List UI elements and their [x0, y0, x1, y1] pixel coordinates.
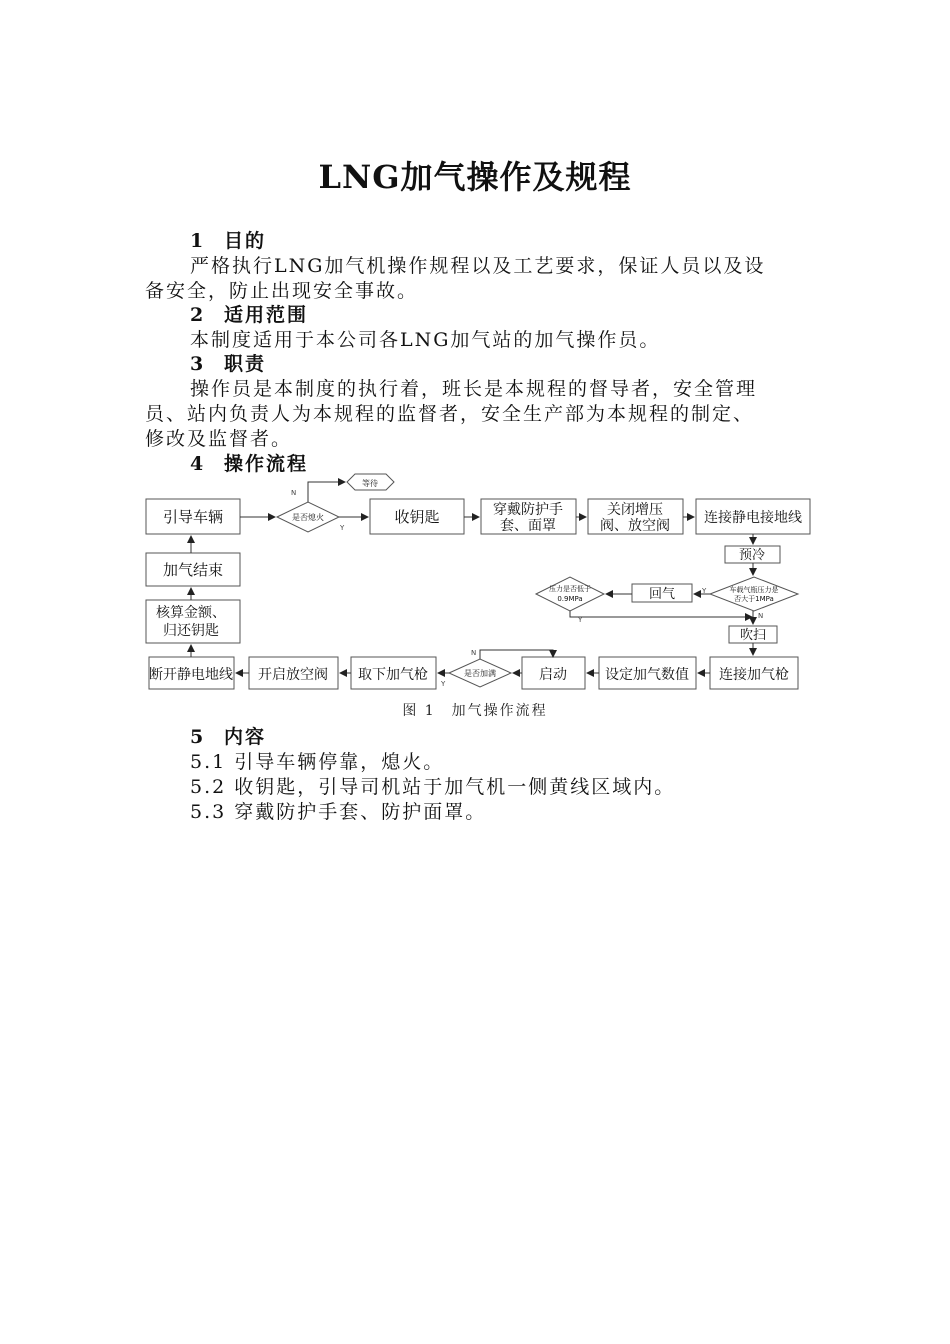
node-label: 收钥匙 [394, 508, 440, 526]
section-title: 目的 [224, 230, 267, 252]
node-label: 预冷 [738, 548, 766, 563]
node-label: 穿戴防护手 [493, 502, 563, 518]
node-label: 等待 [362, 479, 378, 488]
section-title: 操作流程 [224, 453, 309, 475]
branch-label-n: N [471, 649, 477, 657]
section-5-heading [190, 722, 266, 749]
section-title: 职责 [224, 353, 267, 375]
node-label: 连接静电接地线 [704, 510, 802, 526]
section-number: 4 [190, 453, 206, 475]
node-label: 核算金额、 [156, 605, 226, 621]
page-title: LNG加气操作及规程 [318, 158, 632, 196]
node-label: 加气结束 [162, 561, 224, 579]
branch-label-n: N [758, 612, 764, 620]
paragraph-line: 备安全，防止出现安全事故。 [145, 280, 419, 302]
branch-label-n: N [291, 489, 297, 497]
node-label: 否大于1MPa [734, 595, 774, 603]
decision-pressure-low [536, 577, 604, 611]
section-number: 3 [190, 353, 206, 375]
node-label: 断开静电地线 [149, 667, 233, 683]
paragraph-line: 5.1 引导车辆停靠，熄火。 [190, 751, 445, 773]
branch-label-y: Y [702, 587, 707, 595]
node-label: 关闭增压 [607, 502, 663, 518]
section-number: 5 [190, 726, 206, 748]
node-label: 开启放空阀 [258, 667, 328, 683]
node-label: 车载气瓶压力是 [729, 586, 779, 594]
node-label: 取下加气枪 [358, 667, 428, 683]
paragraph-line: 员、站内负责人为本规程的监督者，安全生产部为本规程的制定、 [145, 403, 755, 425]
connector [308, 482, 345, 502]
node-label: 吹扫 [739, 628, 767, 643]
node-label: 套、面罩 [500, 518, 556, 534]
node-label: 归还钥匙 [163, 623, 219, 639]
node-label: 是否熄火 [292, 513, 324, 522]
node-label: 回气 [648, 587, 676, 602]
paragraph-line: 严格执行LNG加气机操作规程以及工艺要求，保证人员以及设 [190, 255, 766, 277]
section-number: 2 [190, 304, 206, 326]
paragraph-line: 5.3 穿戴防护手套、防护面罩。 [190, 801, 487, 823]
node-label: 是否加满 [464, 669, 496, 678]
connector [480, 650, 553, 659]
section-title: 适用范围 [224, 304, 309, 326]
branch-label-y: Y [578, 616, 583, 624]
node-label: 0.9MPa [557, 595, 583, 603]
node-label: 阀、放空阀 [600, 518, 670, 534]
section-title: 内容 [224, 726, 267, 748]
node-label: 启动 [539, 667, 567, 683]
decision-tank-pressure [710, 577, 798, 611]
figure-caption: 图 1 加气操作流程 [402, 703, 548, 719]
branch-label-y: Y [340, 524, 345, 532]
node-label: 设定加气数值 [605, 667, 689, 683]
branch-label-y: Y [441, 680, 446, 688]
paragraph-line: 修改及监督者。 [145, 428, 293, 450]
node-label: 引导车辆 [162, 508, 224, 526]
connector [570, 611, 752, 617]
node-label: 压力是否低于 [549, 585, 591, 593]
paragraph-line: 本制度适用于本公司各LNG加气站的加气操作员。 [190, 329, 661, 351]
node-label: 连接加气枪 [719, 667, 789, 683]
paragraph-line: 操作员是本制度的执行着，班长是本规程的督导者，安全管理 [190, 378, 758, 400]
section-number: 1 [190, 230, 206, 252]
paragraph-line: 5.2 收钥匙，引导司机站于加气机一侧黄线区域内。 [190, 776, 676, 798]
